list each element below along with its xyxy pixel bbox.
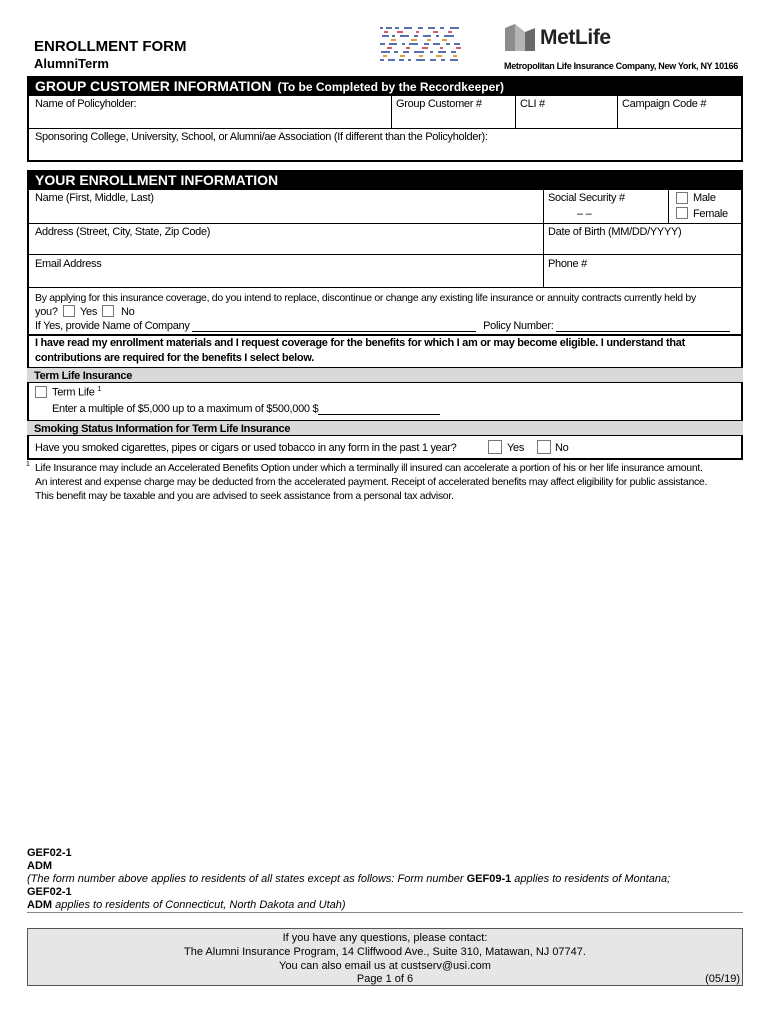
company-name-input[interactable] <box>192 320 476 332</box>
cli-field[interactable]: CLI # <box>520 98 545 110</box>
footnote-mark: 1 <box>26 461 30 468</box>
sponsoring-field[interactable]: Sponsoring College, University, School, or Alumni/ae Association (If different than the Policyholder): <box>35 131 488 143</box>
policy-number-label: Policy Number: <box>483 320 554 332</box>
divider <box>27 334 743 336</box>
female-label: Female <box>693 208 728 220</box>
replace-yes-label: Yes <box>80 306 98 318</box>
contact-line3: You can also email us at custserv@usi.com <box>279 960 491 972</box>
divider <box>27 912 743 913</box>
form-note-d: applies to residents of Connecticut, North Dakota and Utah) <box>52 899 346 911</box>
policyholder-field[interactable]: Name of Policyholder: <box>35 98 137 110</box>
contact-line2: The Alumni Insurance Program, 14 Cliffwood Ave., Suite 310, Matawan, NJ 07747. <box>184 946 586 958</box>
coverage-amount-label: Enter a multiple of $5,000 up to a maximum of $500,000 $ <box>52 403 319 415</box>
replace-question-cont: you? <box>35 306 58 318</box>
metlife-logo-icon <box>505 24 535 51</box>
smoking-header-text: Smoking Status Information for Term Life Insurance <box>34 423 291 435</box>
company-name-row <box>35 320 730 332</box>
replace-no-checkbox[interactable] <box>102 305 114 317</box>
enrollment-section-title: YOUR ENROLLMENT INFORMATION <box>35 172 279 188</box>
policy-number-input[interactable] <box>556 320 730 332</box>
female-checkbox[interactable] <box>676 207 688 219</box>
smoking-yes-label: Yes <box>507 442 525 454</box>
company-address: Metropolitan Life Insurance Company, New York, NY 10166 <box>504 61 738 71</box>
enrollment-section-header <box>27 170 743 190</box>
form-subtitle: AlumniTerm <box>34 56 109 71</box>
term-life-text: Term Life <box>52 386 95 399</box>
replace-no-label: No <box>121 306 135 318</box>
page-number: Page 1 of 6 <box>356 973 414 985</box>
ssn-dashes: – – <box>577 208 592 220</box>
group-section-note: (To be Completed by the Recordkeeper) <box>277 80 504 94</box>
phone-field[interactable]: Phone # <box>548 258 587 270</box>
replace-question: By applying for this insurance coverage, do you intend to replace, discontinue or change any existing life insurance or annuity contracts currently held by <box>35 292 696 304</box>
name-field[interactable]: Name (First, Middle, Last) <box>35 192 154 204</box>
form-code-1b: ADM <box>27 860 53 872</box>
male-label: Male <box>693 192 716 204</box>
term-life-footnote-ref: 1 <box>97 386 101 393</box>
term-life-checkbox[interactable] <box>35 386 47 398</box>
divider <box>543 190 544 287</box>
divider <box>27 287 743 288</box>
footnote-line3: This benefit may be taxable and you are advised to seek assistance from a personal tax advisor. <box>35 490 454 502</box>
campaign-code-field[interactable]: Campaign Code # <box>622 98 707 110</box>
term-life-label <box>52 386 101 399</box>
form-note-line1 <box>27 873 670 885</box>
smoking-yes-checkbox[interactable] <box>488 440 502 454</box>
form-note-b: GEF09-1 <box>466 873 512 885</box>
group-section-header <box>27 76 743 96</box>
divider <box>617 96 618 128</box>
replace-yes-checkbox[interactable] <box>63 305 75 317</box>
contact-line1: If you have any questions, please contact: <box>282 932 488 944</box>
form-code-1: GEF02-1 <box>27 847 72 859</box>
form-code-2: GEF02-1 <box>27 886 72 898</box>
form-version: (05/19) <box>705 973 740 985</box>
coverage-amount-input[interactable] <box>318 403 440 415</box>
male-checkbox[interactable] <box>676 192 688 204</box>
form-note-line2 <box>27 899 346 911</box>
group-customer-field[interactable]: Group Customer # <box>396 98 482 110</box>
form-title: ENROLLMENT FORM <box>34 38 187 55</box>
divider <box>27 128 743 129</box>
metlife-wordmark: MetLife <box>540 26 611 49</box>
divider <box>515 96 516 128</box>
barcode-image <box>378 24 464 66</box>
group-section-title: GROUP CUSTOMER INFORMATION <box>35 78 272 94</box>
smoking-no-checkbox[interactable] <box>537 440 551 454</box>
term-life-header <box>27 367 743 383</box>
address-field[interactable]: Address (Street, City, State, Zip Code) <box>35 226 211 238</box>
form-code-2b: ADM <box>27 899 53 911</box>
form-note-a: (The form number above applies to residents of all states except as follows: Form number <box>27 873 467 885</box>
ssn-field[interactable]: Social Security # <box>548 192 625 204</box>
smoking-question: Have you smoked cigarettes, pipes or cigars or used tobacco in any form in the past 1 year? <box>35 442 457 454</box>
divider <box>27 223 743 224</box>
acknowledgement-line1: I have read my enrollment materials and I request coverage for the benefits for which I am or may become eligible. I understand that <box>35 337 685 349</box>
form-note-c: applies to residents of Montana; <box>511 873 671 885</box>
company-name-label: If Yes, provide Name of Company <box>35 320 190 332</box>
email-field[interactable]: Email Address <box>35 258 102 270</box>
smoking-header <box>27 420 743 436</box>
contact-box <box>27 928 743 986</box>
divider <box>668 190 669 223</box>
coverage-amount-row <box>52 403 440 415</box>
footnote-line2: An interest and expense charge may be deducted from the accelerated payment. Receipt of accelerated benefits may affect eligibility for public assistance. <box>35 476 708 488</box>
divider <box>391 96 392 128</box>
dob-field[interactable]: Date of Birth (MM/DD/YYYY) <box>548 226 682 238</box>
acknowledgement-line2: contributions are required for the benefits I select below. <box>35 352 314 364</box>
divider <box>27 254 743 255</box>
term-life-header-text: Term Life Insurance <box>34 370 133 382</box>
footnote-line1: Life Insurance may include an Accelerated Benefits Option under which a terminally ill insured can accelerate a portion of his or her life insurance amount. <box>35 462 703 474</box>
smoking-no-label: No <box>555 442 569 454</box>
